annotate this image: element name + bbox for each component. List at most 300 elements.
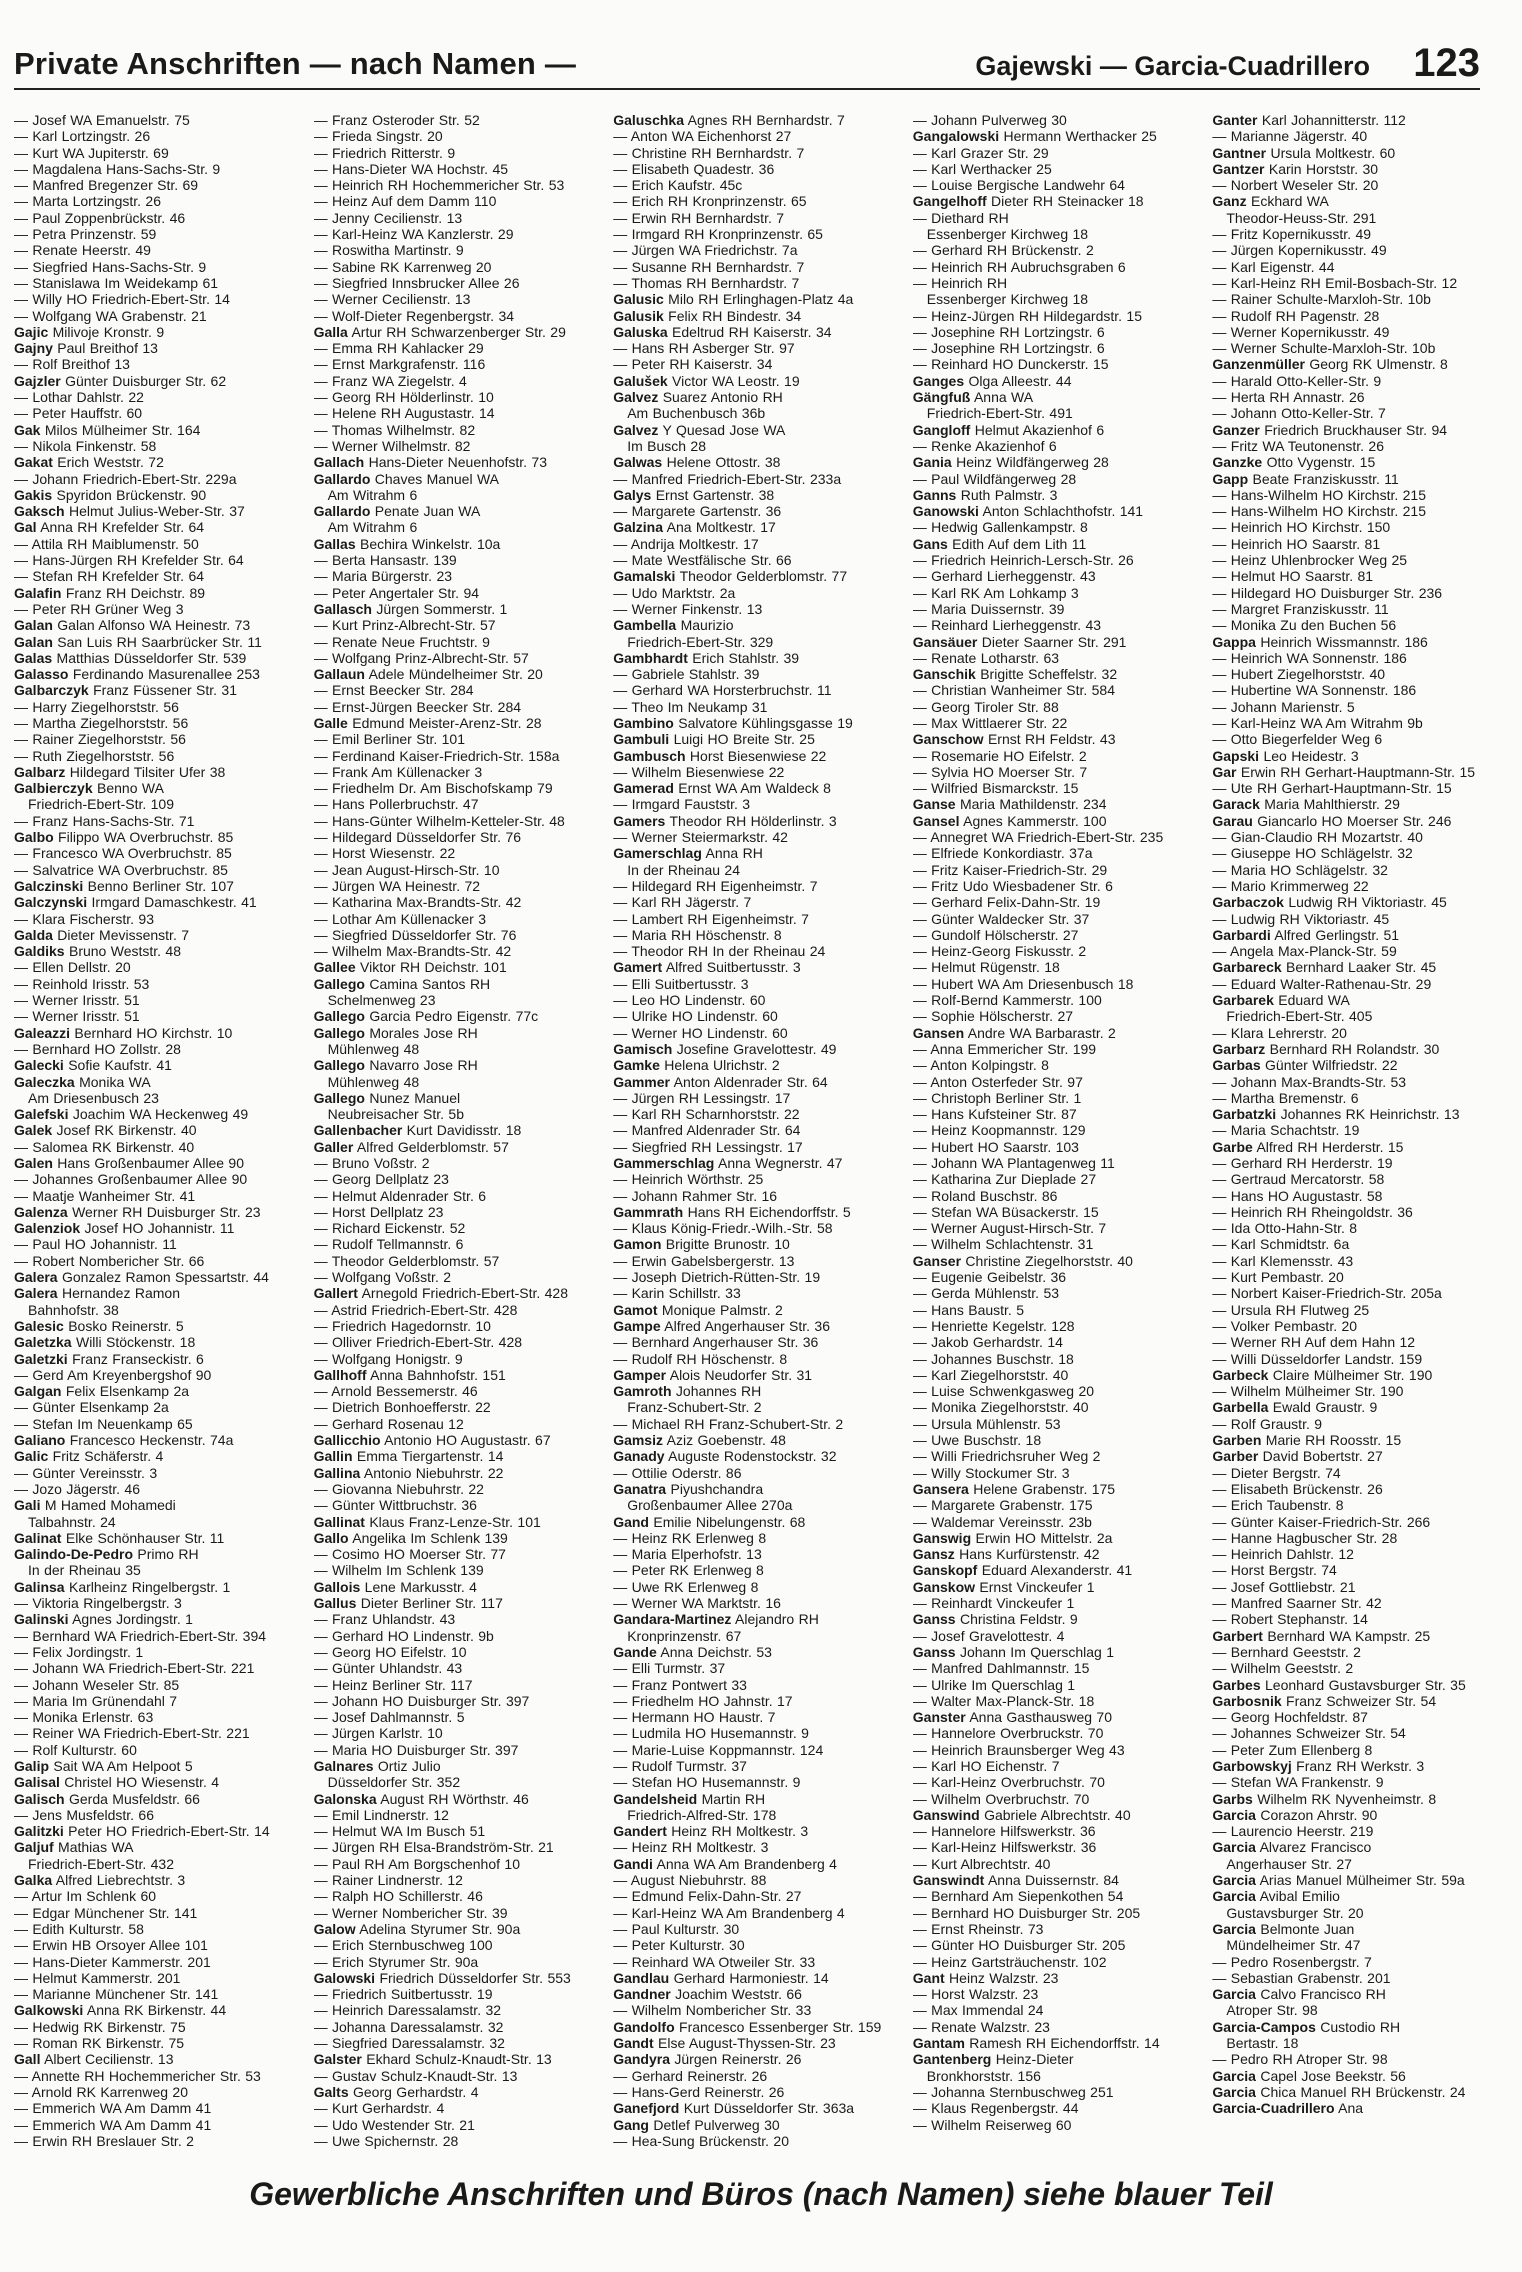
entry-details: Gonzalez Ramon Spessartstr. 44 xyxy=(57,1269,269,1286)
directory-entry xyxy=(14,682,306,698)
directory-entry: — Waldemar Vereinsstr. 23b xyxy=(912,1513,1092,1530)
directory-entry xyxy=(613,1074,905,1090)
directory-entry xyxy=(14,1285,306,1301)
entry-surname: Ganskow xyxy=(912,1578,976,1595)
directory-entry: — Margarete Grabenstr. 175 xyxy=(912,1497,1093,1514)
entry-surname: Galindo-De-Pedro xyxy=(14,1546,134,1563)
entry-surname: Gallinat xyxy=(313,1513,365,1530)
directory-entry: — Werner Cecilienstr. 13 xyxy=(313,291,471,308)
directory-entry: — Friedrich Ritterstr. 9 xyxy=(313,144,456,161)
entry-surname: Galster xyxy=(313,2051,362,2068)
entry-surname: Galler xyxy=(313,1138,354,1155)
directory-entry: — Manfred Aldenrader Str. 64 xyxy=(613,1122,801,1139)
entry-surname: Ganskopf xyxy=(912,1562,978,1579)
directory-entry: — Pedro Rosenbergstr. 7 xyxy=(1212,1953,1372,1970)
entry-surname: Galkowski xyxy=(14,2002,84,2019)
directory-entry: — Diethard RH xyxy=(912,209,1009,226)
entry-surname: Gansel xyxy=(912,812,960,829)
entry-surname: Ganatra xyxy=(613,1480,667,1497)
entry-surname: Garbes xyxy=(1212,1676,1261,1693)
directory-entry: — Günter Waldecker Str. 37 xyxy=(912,910,1090,927)
entry-surname: Ganzenmüller xyxy=(1212,356,1305,373)
directory-entry xyxy=(613,1644,905,1660)
entry-details: Ruth Palmstr. 3 xyxy=(956,486,1058,503)
entry-details: Klaus Franz-Lenze-Str. 101 xyxy=(364,1513,541,1530)
directory-entry: — Karin Schillstr. 33 xyxy=(613,1285,741,1302)
directory-entry: — Renate Walzstr. 23 xyxy=(912,2018,1050,2035)
directory-entry: — Werner Steiermarkstr. 42 xyxy=(613,829,788,846)
directory-entry: — Peter Hauffstr. 60 xyxy=(14,405,143,422)
directory-entry xyxy=(913,389,1205,405)
directory-entry: — Paul Wildfängerweg 28 xyxy=(912,470,1077,487)
entry-surname: Gallus xyxy=(313,1595,357,1612)
directory-entry: — Luise Schwenkgasweg 20 xyxy=(912,1383,1095,1400)
entry-surname: Galip xyxy=(14,1757,50,1774)
directory-entry xyxy=(14,1839,306,1855)
directory-entry: — Wolfgang Prinz-Albrecht-Str. 57 xyxy=(313,649,529,666)
entry-details: Primo RH xyxy=(133,1546,199,1563)
directory-entry: — Karl Werthacker 25 xyxy=(912,160,1052,177)
directory-entry: — Theo Im Neukamp 31 xyxy=(613,698,768,715)
entry-surname: Galefski xyxy=(14,1106,69,1123)
entry-surname: Galczynski xyxy=(14,894,88,911)
directory-entry: — Rainer Ziegelhorststr. 56 xyxy=(14,731,186,748)
directory-entry: — Gertraud Mercatorstr. 58 xyxy=(1212,1171,1385,1188)
directory-entry xyxy=(14,829,306,845)
directory-entry: Theodor-Heuss-Str. 291 xyxy=(1226,209,1377,226)
entry-details: Emilie Nibelungenstr. 68 xyxy=(648,1513,806,1530)
directory-entry: — Willy Stockumer Str. 3 xyxy=(912,1464,1070,1481)
directory-entry xyxy=(1212,748,1504,764)
entry-details: Penate Juan WA xyxy=(370,503,481,520)
directory-entry: — Theodor RH In der Rheinau 24 xyxy=(613,943,826,960)
entry-surname: Gallas xyxy=(313,535,356,552)
entry-surname: Ganswind xyxy=(912,1806,980,1823)
directory-entry: — Paul Zoppenbrückstr. 46 xyxy=(14,209,186,226)
directory-entry: — Günter Kaiser-Friedrich-Str. 266 xyxy=(1212,1513,1431,1530)
entry-details: Aziz Goebenstr. 48 xyxy=(663,1432,786,1449)
directory-entry: — Elfriede Konkordiastr. 37a xyxy=(912,845,1093,862)
entry-details: Leonhard Gustavsburger Str. 35 xyxy=(1260,1676,1466,1693)
directory-entry: — Werner Irisstr. 51 xyxy=(14,992,140,1009)
directory-entry: — Emil Lindnerstr. 12 xyxy=(313,1806,449,1823)
entry-details: Auguste Rodenstockstr. 32 xyxy=(664,1448,837,1465)
directory-entry: — Werner Wilhelmstr. 82 xyxy=(313,437,471,454)
directory-entry: — Mate Westfälische Str. 66 xyxy=(613,552,792,569)
directory-entry xyxy=(314,959,606,975)
directory-entry xyxy=(913,796,1205,812)
directory-entry: — Wolfgang Honigstr. 9 xyxy=(313,1350,463,1367)
entry-surname: Galvez xyxy=(613,421,659,438)
directory-entry xyxy=(1212,1986,1504,2002)
directory-entry: — Laurencio Heerstr. 219 xyxy=(1212,1823,1374,1840)
directory-entry: — Roland Buschstr. 86 xyxy=(912,1187,1058,1204)
directory-entry: — Paul Kulturstr. 30 xyxy=(613,1920,740,1937)
directory-entry: — Emma RH Kahlacker 29 xyxy=(313,340,484,357)
entry-details: Agnes RH Bernhardstr. 7 xyxy=(684,112,845,128)
directory-entry: — Reinhard WA Otweiler Str. 33 xyxy=(613,1953,816,1970)
directory-entry xyxy=(314,1530,606,1546)
directory-entry: — Heinrich Daressalamstr. 32 xyxy=(313,2002,502,2019)
entry-surname: Gal xyxy=(14,519,37,536)
entry-surname: Gapp xyxy=(1212,470,1249,487)
directory-entry xyxy=(1212,1791,1504,1807)
entry-surname: Gantner xyxy=(1212,144,1267,161)
entry-details: Bernhard WA Kampstr. 25 xyxy=(1262,1627,1431,1644)
directory-entry xyxy=(1212,1839,1504,1855)
directory-entry: — Johannes Großenbaumer Allee 90 xyxy=(14,1171,248,1188)
directory-entry: — Gerhard HO Lindenstr. 9b xyxy=(313,1627,494,1644)
directory-entry: — Kurt Pembastr. 20 xyxy=(1212,1269,1344,1286)
directory-entry xyxy=(613,650,905,666)
entry-details: Alfred Liebrechtstr. 3 xyxy=(52,1872,186,1889)
directory-entry: — Wolfgang Voßstr. 2 xyxy=(313,1269,452,1286)
directory-entry: — Ludmila HO Husemannstr. 9 xyxy=(613,1725,809,1742)
entry-details: Kurt Davidisstr. 18 xyxy=(402,1122,522,1139)
entry-surname: Galesic xyxy=(14,1317,64,1334)
directory-entry xyxy=(913,422,1205,438)
directory-entry: — Wilhelm Mülheimer Str. 190 xyxy=(1212,1383,1404,1400)
directory-entry: — Emil Berliner Str. 101 xyxy=(313,731,465,748)
entry-surname: Ganges xyxy=(912,372,965,389)
directory-entry: — Arnold RK Karrenweg 20 xyxy=(14,2083,188,2100)
footer-note: Gewerbliche Anschriften und Büros (nach Namen) siehe blauer Teil xyxy=(249,2176,1273,2212)
directory-entry: — Maria Schachtstr. 19 xyxy=(1212,1122,1360,1139)
entry-surname: Gallin xyxy=(313,1448,353,1465)
entry-surname: Gallaun xyxy=(313,666,365,683)
directory-entry xyxy=(314,1465,606,1481)
directory-entry xyxy=(14,1774,306,1790)
directory-entry xyxy=(314,471,606,487)
entry-details: Alejandro RH xyxy=(731,1611,819,1628)
directory-entry xyxy=(1212,634,1504,650)
directory-entry: — Gustav Schulz-Knaudt-Str. 13 xyxy=(313,2067,518,2084)
entry-details: Erich Stahlstr. 39 xyxy=(687,649,800,666)
directory-entry: — Kurt Albrechtstr. 40 xyxy=(912,1855,1051,1872)
directory-entry: — Eugenie Geibelstr. 36 xyxy=(912,1269,1067,1286)
entry-details: Kurt Düsseldorfer Str. 363a xyxy=(679,2100,855,2117)
directory-entry xyxy=(613,715,905,731)
entry-details: Else August-Thyssen-Str. 23 xyxy=(653,2035,836,2052)
directory-entry: — Bernhard Am Siepenkothen 54 xyxy=(912,1888,1124,1905)
entry-details: Alfred RH Herderstr. 15 xyxy=(1252,1138,1404,1155)
directory-entry: — Johann Rahmer Str. 16 xyxy=(613,1187,778,1204)
directory-entry: — Roman RK Birkenstr. 75 xyxy=(14,2035,185,2052)
entry-surname: Gamalski xyxy=(613,568,676,585)
directory-entry: — Siegfried Daressalamstr. 32 xyxy=(313,2035,505,2052)
entry-details: Matthias Düsseldorfer Str. 539 xyxy=(52,649,247,666)
directory-entry: — Heinrich HO Kirchstr. 150 xyxy=(1212,519,1391,536)
entry-surname: Gakis xyxy=(14,486,53,503)
directory-entry xyxy=(314,666,606,682)
directory-entry xyxy=(14,1872,306,1888)
directory-entry: — Frank Am Küllenacker 3 xyxy=(313,763,483,780)
directory-entry: Neubreisacher Str. 5b xyxy=(327,1106,464,1123)
directory-entry xyxy=(613,2100,905,2116)
directory-entry xyxy=(613,1302,905,1318)
directory-entry xyxy=(613,2019,905,2035)
entry-surname: Ganzke xyxy=(1212,454,1263,471)
directory-entry xyxy=(613,1823,905,1839)
directory-entry: — Jürgen Karlstr. 10 xyxy=(313,1725,443,1742)
entry-surname: Gajny xyxy=(14,340,53,357)
directory-entry xyxy=(314,1008,606,1024)
directory-entry xyxy=(1212,422,1504,438)
directory-entry xyxy=(1212,1758,1504,1774)
entry-surname: Gallo xyxy=(313,1529,349,1546)
directory-entry xyxy=(14,1611,306,1627)
entry-surname: Garber xyxy=(1212,1448,1259,1465)
directory-entry: — Helmut Kammerstr. 201 xyxy=(14,1969,181,1986)
directory-entry: — Thomas RH Bernhardstr. 7 xyxy=(613,274,800,291)
directory-entry xyxy=(1212,813,1504,829)
entry-details: Helene Ottostr. 38 xyxy=(662,454,781,471)
entry-details: Sait WA Am Helpoot 5 xyxy=(49,1757,193,1774)
entry-details: Heinz RH Moltkestr. 3 xyxy=(666,1823,809,1840)
directory-entry: — Angela Max-Planck-Str. 59 xyxy=(1212,943,1397,960)
directory-entry: — Bruno Voßstr. 2 xyxy=(313,1155,430,1171)
directory-entry: — Werner Kopernikusstr. 49 xyxy=(1212,323,1390,340)
entry-surname: Galisal xyxy=(14,1774,60,1791)
entry-details: Peter HO Friedrich-Ebert-Str. 14 xyxy=(63,1823,270,1840)
entry-surname: Gandyra xyxy=(613,2051,670,2068)
directory-entry: — Hea-Sung Brückenstr. 20 xyxy=(613,2132,789,2149)
directory-entry: — Heinz Auf dem Damm 110 xyxy=(313,193,497,210)
directory-entry: — Heinz RK Erlenweg 8 xyxy=(613,1529,767,1546)
directory-entry xyxy=(1212,1057,1504,1073)
directory-entry: — Klaus Regenbergstr. 44 xyxy=(912,2100,1079,2117)
entry-details: Piyushchandra xyxy=(666,1480,764,1497)
directory-entry: — Max Wittlaerer Str. 22 xyxy=(912,714,1068,731)
entry-surname: Gakat xyxy=(14,454,53,471)
directory-entry: — Manfred Dahlmannstr. 15 xyxy=(912,1660,1090,1677)
entry-details: Maurizio xyxy=(676,617,734,634)
entry-details: Fritz Schäferstr. 4 xyxy=(48,1448,164,1465)
directory-entry xyxy=(913,128,1205,144)
entry-surname: Gansz xyxy=(912,1546,955,1563)
directory-entry: — Marta Lortzingstr. 26 xyxy=(14,193,162,210)
directory-entry: — Robert Nombericher Str. 66 xyxy=(14,1252,205,1269)
directory-entry xyxy=(613,519,905,535)
directory-entry: — Heinrich RH Aubruchsgraben 6 xyxy=(912,258,1126,275)
directory-entry: — Hans-Wilhelm HO Kirchstr. 215 xyxy=(1212,486,1426,503)
directory-entry: — Marie-Luise Koppmannstr. 124 xyxy=(613,1741,824,1758)
entry-surname: Gandelsheid xyxy=(613,1790,698,1807)
directory-columns xyxy=(14,112,1504,2152)
entry-surname: Galczinski xyxy=(14,877,84,894)
directory-entry: — Theodor Gelderblomstr. 57 xyxy=(313,1252,500,1269)
directory-entry xyxy=(14,1025,306,1041)
entry-surname: Galas xyxy=(14,649,53,666)
entry-surname: Gansäuer xyxy=(912,633,978,650)
entry-surname: Gandolfo xyxy=(613,2018,675,2035)
directory-entry: — Marianne Jägerstr. 40 xyxy=(1212,128,1368,145)
directory-entry xyxy=(14,454,306,470)
directory-entry: — Reinhardt Vinckeufer 1 xyxy=(912,1595,1075,1612)
entry-surname: Gandlau xyxy=(613,1969,670,1986)
entry-details: Maria Mathildenstr. 234 xyxy=(955,796,1107,813)
directory-entry: — Wolf-Dieter Regenbergstr. 34 xyxy=(313,307,515,324)
directory-entry: — Heinrich WA Sonnenstr. 186 xyxy=(1212,649,1407,666)
entry-surname: Galgan xyxy=(14,1383,62,1400)
entry-details: Agnes Kammerstr. 100 xyxy=(959,812,1107,829)
directory-entry: — Nikola Finkenstr. 58 xyxy=(14,437,157,454)
entry-details: Monique Palmstr. 2 xyxy=(657,1301,783,1318)
entry-details: Anna Bahnhofstr. 151 xyxy=(366,1366,506,1383)
directory-entry: — Heinz Uhlenbrocker Weg 25 xyxy=(1212,552,1408,569)
directory-entry xyxy=(14,1334,306,1350)
directory-entry xyxy=(1212,796,1504,812)
directory-entry: — Sophie Hölscherstr. 27 xyxy=(912,1008,1074,1025)
entry-details: Anna RK Birkenstr. 44 xyxy=(83,2002,227,2019)
directory-entry: — Johann WA Plantagenweg 11 xyxy=(912,1155,1115,1171)
directory-entry xyxy=(913,1709,1205,1725)
entry-surname: Gallois xyxy=(313,1578,361,1595)
entry-surname: Galdiks xyxy=(14,943,65,960)
entry-details: Jürgen Sommerstr. 1 xyxy=(371,600,508,617)
entry-surname: Galic xyxy=(14,1448,49,1465)
entry-surname: Gar xyxy=(1212,763,1237,780)
entry-details: Martin RH xyxy=(697,1790,766,1807)
entry-surname: Gandi xyxy=(613,1855,653,1872)
directory-entry: — Martha Bremenstr. 6 xyxy=(1212,1089,1359,1106)
directory-entry: — Franz Pontwert 33 xyxy=(613,1676,747,1693)
directory-entry: Friedrich-Ebert-Str. 405 xyxy=(1226,1008,1373,1025)
directory-entry: — Bernhard Geeststr. 2 xyxy=(1212,1643,1361,1660)
directory-entry: — Fritz Kopernikusstr. 49 xyxy=(1212,226,1372,243)
entry-details: Gabriele Albrechtstr. 40 xyxy=(979,1806,1131,1823)
directory-entry: — Frieda Singstr. 20 xyxy=(313,128,443,145)
directory-entry: — Günter HO Duisburger Str. 205 xyxy=(912,1937,1126,1954)
entry-surname: Gamsiz xyxy=(613,1432,663,1449)
directory-entry: — Sabine RK Karrenweg 20 xyxy=(313,258,492,275)
directory-entry xyxy=(1212,1872,1504,1888)
entry-details: Franz Franseckistr. 6 xyxy=(67,1350,204,1367)
entry-details: Claire Mülheimer Str. 190 xyxy=(1268,1366,1433,1383)
entry-details: Johannes RK Heinrichstr. 13 xyxy=(1276,1106,1460,1123)
directory-entry: — Maria Elperhofstr. 13 xyxy=(613,1546,762,1563)
entry-surname: Ganswig xyxy=(912,1529,972,1546)
directory-entry: Bahnhofstr. 38 xyxy=(28,1301,119,1318)
directory-entry: — Giuseppe HO Schlägelstr. 32 xyxy=(1212,845,1413,862)
directory-entry: — Edgar Münchener Str. 141 xyxy=(14,1904,198,1921)
entry-details: Alfred Angerhauser Str. 36 xyxy=(660,1317,830,1334)
directory-entry: — Wilhelm Im Schlenk 139 xyxy=(313,1562,484,1579)
directory-entry: — Mario Krimmerweg 22 xyxy=(1212,877,1369,894)
directory-entry: — Jens Musfeldstr. 66 xyxy=(14,1806,155,1823)
directory-entry: — Edith Kulturstr. 58 xyxy=(14,1920,144,1937)
directory-entry: — Eduard Walter-Rathenau-Str. 29 xyxy=(1212,975,1432,992)
directory-entry: — Dieter Bergstr. 74 xyxy=(1212,1464,1341,1481)
directory-entry: — Erich RH Kronprinzenstr. 65 xyxy=(613,193,807,210)
entry-details: Eduard WA xyxy=(1273,992,1350,1009)
directory-entry xyxy=(314,1970,606,1986)
directory-entry xyxy=(913,1025,1205,1041)
entry-details: Josef HO Johannistr. 11 xyxy=(80,1220,235,1237)
directory-entry: — Hans HO Augustastr. 58 xyxy=(1212,1187,1383,1204)
directory-entry xyxy=(14,650,306,666)
directory-entry xyxy=(913,373,1205,389)
directory-entry: — Erich Taubenstr. 8 xyxy=(1212,1497,1344,1514)
entry-surname: Gambella xyxy=(613,617,677,634)
entry-details: Bechira Winkelstr. 10a xyxy=(355,535,501,552)
directory-entry xyxy=(1212,1693,1504,1709)
directory-entry: — Heinrich HO Saarstr. 81 xyxy=(1212,535,1381,552)
entry-surname: Gamisch xyxy=(613,1040,673,1057)
directory-entry xyxy=(613,1318,905,1334)
entry-details: Salvatore Kühlingsgasse 19 xyxy=(673,714,853,731)
directory-entry xyxy=(613,324,905,340)
entry-details: Josefine Gravelottestr. 49 xyxy=(672,1040,837,1057)
directory-entry: — Norbert Weseler Str. 20 xyxy=(1212,177,1379,194)
directory-entry xyxy=(1212,471,1504,487)
directory-entry xyxy=(1212,1628,1504,1644)
entry-details: Franz Schweizer Str. 54 xyxy=(1281,1692,1437,1709)
entry-details: Olga Alleestr. 44 xyxy=(964,372,1072,389)
directory-entry: — Hubert Ziegelhorststr. 40 xyxy=(1212,666,1386,683)
directory-entry xyxy=(14,1497,306,1513)
directory-entry xyxy=(14,1546,306,1562)
entry-surname: Galetzka xyxy=(14,1334,72,1351)
entry-surname: Garcia xyxy=(1212,1888,1256,1905)
directory-entry xyxy=(314,1921,606,1937)
entry-surname: Garbosnik xyxy=(1212,1692,1282,1709)
entry-surname: Garbe xyxy=(1212,1138,1253,1155)
directory-entry: — Erich Styrumer Str. 90a xyxy=(313,1953,479,1970)
directory-entry: — Ernst Beecker Str. 284 xyxy=(313,682,474,699)
directory-entry: — Ursula RH Flutweg 25 xyxy=(1212,1301,1370,1318)
directory-entry: In der Rheinau 35 xyxy=(28,1562,141,1579)
directory-entry: — Siegfried Düsseldorfer Str. 76 xyxy=(313,926,517,943)
directory-entry: Friedrich-Ebert-Str. 432 xyxy=(28,1855,174,1872)
directory-entry xyxy=(14,1155,306,1171)
directory-entry: — Elisabeth Quadestr. 36 xyxy=(613,160,775,177)
entry-surname: Gallee xyxy=(313,959,356,976)
directory-entry: — Heinrich RH xyxy=(912,274,1008,291)
directory-entry: Bronkhorststr. 156 xyxy=(926,2067,1041,2084)
entry-surname: Gans xyxy=(912,535,948,552)
directory-entry: — Anton Osterfeder Str. 97 xyxy=(912,1073,1083,1090)
directory-entry: — Georg Dellplatz 23 xyxy=(313,1171,449,1188)
directory-entry xyxy=(913,1970,1205,1986)
entry-surname: Gande xyxy=(613,1643,657,1660)
entry-surname: Gali xyxy=(14,1497,41,1514)
entry-surname: Ganady xyxy=(613,1448,665,1465)
entry-surname: Galušek xyxy=(613,372,668,389)
directory-entry: — Astrid Friedrich-Ebert-Str. 428 xyxy=(313,1301,518,1318)
directory-entry: — Heinrich Dahlstr. 12 xyxy=(1212,1546,1354,1563)
directory-entry: — Hans RH Asberger Str. 97 xyxy=(613,340,795,357)
entry-surname: Gamon xyxy=(613,1236,662,1253)
directory-entry xyxy=(1212,1367,1504,1383)
entry-details: Nunez Manuel xyxy=(364,1089,461,1106)
entry-details: Willi Stöckenstr. 18 xyxy=(71,1334,196,1351)
directory-entry xyxy=(314,1367,606,1383)
directory-entry xyxy=(1212,2084,1504,2100)
entry-details: Heinz Wildfängerweg 28 xyxy=(951,454,1109,471)
entry-details: Karlheinz Ringelbergstr. 1 xyxy=(64,1578,231,1595)
entry-details: Bernhard RH Rolandstr. 30 xyxy=(1265,1040,1440,1057)
directory-entry: Atroper Str. 98 xyxy=(1226,2002,1318,2019)
directory-entry: — Elisabeth Brückenstr. 26 xyxy=(1212,1480,1383,1497)
directory-entry: — Jakob Gerhardstr. 14 xyxy=(912,1334,1063,1351)
directory-entry: — Anna Emmericher Str. 199 xyxy=(912,1040,1097,1057)
directory-entry xyxy=(613,2035,905,2051)
directory-entry xyxy=(1212,1807,1504,1823)
directory-entry: — Johannes Buschstr. 18 xyxy=(912,1350,1074,1367)
entry-surname: Gallego xyxy=(313,1089,365,1106)
directory-entry: — Heinz-Georg Fiskusstr. 2 xyxy=(912,943,1087,960)
